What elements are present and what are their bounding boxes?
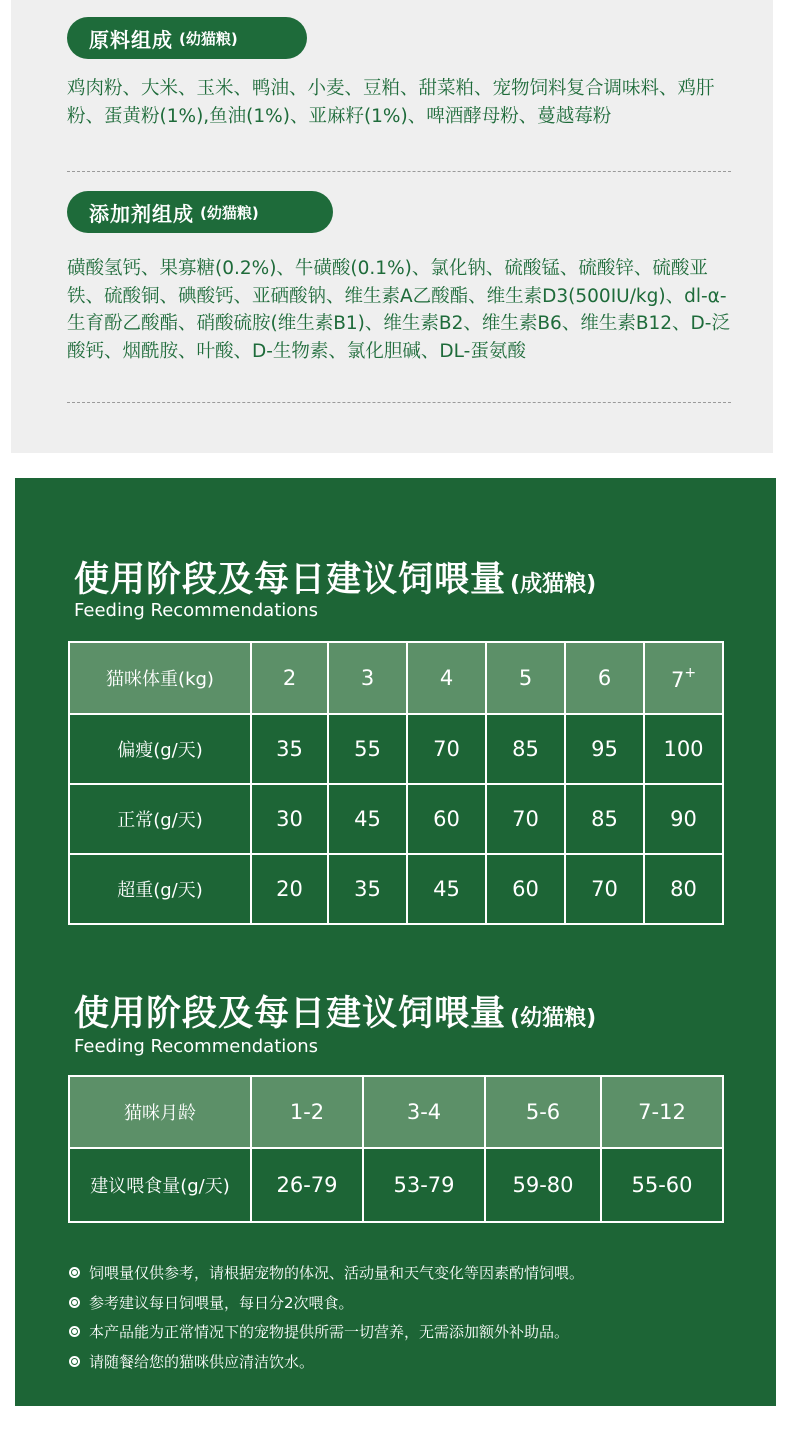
additives-title-sub: (幼猫粮) [200,203,259,222]
note-text: 参考建议每日饲喂量，每日分2次喂食。 [89,1293,354,1312]
header-cell: 2 [251,642,328,714]
row-label-cell: 超重(g/天) [69,854,251,924]
header-cell: 5-6 [485,1076,601,1148]
kitten-feeding-subtitle: Feeding Recommendations [74,1036,319,1057]
value-cell: 53-79 [363,1148,485,1222]
value-cell: 60 [407,784,486,854]
header-cell: 7-12 [601,1076,723,1148]
header-cell [644,642,723,714]
header-cell: 1-2 [251,1076,363,1148]
bullet-icon [69,1297,80,1308]
divider [67,171,731,172]
note-item [69,1288,749,1318]
header-cell: 3-4 [363,1076,485,1148]
bullet-icon [69,1267,80,1278]
divider [67,402,731,403]
ingredients-title-sub: (幼猫粮) [179,29,238,48]
value-cell: 45 [328,784,407,854]
feeding-notes [69,1258,749,1376]
plus-superscript: + [684,664,697,681]
additives-text: 磺酸氢钙、果寡糖(0.2%)、牛磺酸(0.1%)、氯化钠、硫酸锰、硫酸锌、硫酸亚铁、硫酸铜、碘酸钙、亚硒酸钠、维生素A乙酸酯、维生素D3(500IU/kg)、dl-α-生育酚乙酸酯、硝酸硫胺(维生素B1)、维生素B2、维生素B6、维生素B12、D-泛酸钙、烟酰胺、叶酸、D-生物素、氯化胆碱、DL-蛋氨酸 [67,258,730,362]
bullet-icon [69,1356,80,1367]
value-cell: 85 [486,714,565,784]
feeding-panel [15,478,776,1406]
note-item [69,1347,749,1377]
header-cell: 6 [565,642,644,714]
table-header-row [69,1076,723,1148]
adult-feeding-table [68,641,724,925]
value-cell: 30 [251,784,328,854]
value-cell: 20 [251,854,328,924]
value-cell: 55 [328,714,407,784]
header-cell: 4 [407,642,486,714]
kitten-title-main: 使用阶段及每日建议饲喂量 [74,994,507,1034]
table-row [69,854,723,924]
value-cell: 35 [251,714,328,784]
additives-heading [67,191,333,233]
adult-title-main: 使用阶段及每日建议饲喂量 [74,560,507,600]
row-label-cell: 正常(g/天) [69,784,251,854]
row-label-cell: 建议喂食量(g/天) [69,1148,251,1222]
note-text: 本产品能为正常情况下的宠物提供所需一切营养，无需添加额外补助品。 [89,1323,570,1342]
ingredients-text: 鸡肉粉、大米、玉米、鸭油、小麦、豆粕、甜菜粕、宠物饲料复合调味料、鸡肝粉、蛋黄粉(1%),鱼油(1%)、亚麻籽(1%)、啤酒酵母粉、蔓越莓粉 [67,78,715,127]
header-cell: 5 [486,642,565,714]
table-row [69,1148,723,1222]
header-cell: 3 [328,642,407,714]
table-row [69,784,723,854]
value-cell: 26-79 [251,1148,363,1222]
kitten-title-sub: (幼猫粮) [510,1006,597,1031]
value-cell: 60 [486,854,565,924]
value-cell: 45 [407,854,486,924]
ingredients-heading [67,17,307,59]
value-cell: 80 [644,854,723,924]
row-label-cell: 偏瘦(g/天) [69,714,251,784]
additives-title: 添加剂组成 [89,201,194,226]
value-cell: 85 [565,784,644,854]
value-cell: 70 [407,714,486,784]
value-cell: 70 [486,784,565,854]
header-label-cell: 猫咪月龄 [69,1076,251,1148]
adult-feeding-subtitle: Feeding Recommendations [74,600,319,621]
table-header-row [69,642,723,714]
value-cell: 55-60 [601,1148,723,1222]
value-cell: 70 [565,854,644,924]
bullet-icon [69,1326,80,1337]
value-cell: 35 [328,854,407,924]
value-cell: 90 [644,784,723,854]
note-text: 饲喂量仅供参考，请根据宠物的体况、活动量和天气变化等因素酌情饲喂。 [89,1264,585,1283]
note-text: 请随餐给您的猫咪供应清洁饮水。 [89,1352,315,1371]
kitten-feeding-table [68,1075,724,1223]
value-cell: 100 [644,714,723,784]
ingredients-panel [11,0,773,453]
kitten-feeding-title [74,986,596,1036]
header-label-cell: 猫咪体重(kg) [69,642,251,714]
header-cell-value: 7 [670,667,685,692]
note-item [69,1317,749,1347]
adult-title-sub: (成猫粮) [510,572,597,597]
table-row [69,714,723,784]
note-item [69,1258,749,1288]
ingredients-title: 原料组成 [89,27,173,52]
value-cell: 95 [565,714,644,784]
value-cell: 59-80 [485,1148,601,1222]
adult-feeding-title [74,552,596,602]
